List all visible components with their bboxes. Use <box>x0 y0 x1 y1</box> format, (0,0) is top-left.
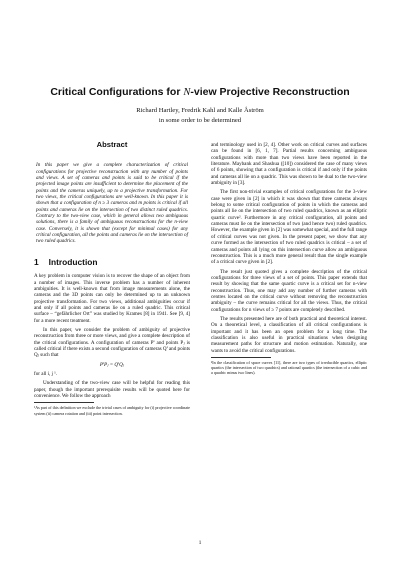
body-paragraph: Understanding of the two-view case will be helpful for reading this paper, though the important prerequisite results will be quoted here for convenience. We follow the approach <box>34 380 190 399</box>
body-paragraph: for all i, j ¹. <box>34 370 58 377</box>
author-names: Richard Hartley, Fredrik Kahl and Kalle Åström <box>136 107 264 114</box>
right-column <box>211 142 367 379</box>
body-paragraph: The results presented here are of both practical and theoretical interest. On a theoretical level, a classification of all critical configurations is important and it has been an open problem for a long time. The classification is also useful in practical situations when designing measurement paths for structure and motion estimation. Naturally, one wants to avoid the critical configurations. <box>211 315 367 354</box>
abstract-heading: Abstract <box>96 140 128 149</box>
equation: PⁱPⱼ = QⁱQⱼ <box>99 361 125 368</box>
section-number: 1 <box>34 256 39 267</box>
footnote: ²In the classification of space curves [11], there are two types of irreducible quartics, elliptic quartics (the intersection of two quadrics) and rational quartics (the intersection of a cubic and a quadric minus two lines). <box>211 360 367 376</box>
author-order-note: in some order to be determined <box>158 116 242 124</box>
body-paragraph: The first non-trivial examples of critical configurations for the 3-view case were given in [2] in which it was shown that three cameras always belong to some critical configuration of points in which the cameras and points all lie on the intersection of two ruled quadrics, known as an elliptic quartic curve². Furthermore in any critical configuration, all points and cameras must lie on the intersection of two (and hence two) ruled quadrics. However, the example given in [2] was somewhat special, and the full range of critical curves was not given. In the present paper, we show that any curve formed as the intersection of two ruled quadrics is critical – a set of cameras and points all lying on this intersection curve allow an ambiguous reconstruction. This is a much more general result than the single example of a critical curve given in [2]. <box>211 189 367 266</box>
body-paragraph: and terminology used in [2, 4]. Other work on critical curves and surfaces can be found in [6, 1, 7]. Partial results concerning ambiguous configurations with more than two views have been reported in the literature. Maybank and Shashua ([10]) considered the case of many views of 6 points, showing that a configuration is critical if and only if the points and cameras all lie on a quadric. This was shown to be dual to the two-view ambiguity in [3]. <box>211 142 367 187</box>
abstract-text: In this paper we give a complete characterization of critical configurations for projective reconstruction with any number of points and views. A set of cameras and points is said to be critical if the projected image points are insufficient to determine the placement of the points and the cameras uniquely, up to a projective transformation. For two views, the critical configurations are well-known. In this paper it is shown that a configuration of n ≥ 3 cameras and m points is critical if all points and cameras lie on the intersection of two distinct ruled quadrics. Contrary to the two-view case, which in general allows two ambiguous solutions, there is a family of ambiguous reconstructions for the n-view case. Conversely, it is shown that (except for minimal cases) for any critical configuration, all the points and cameras lie on the intersection of two ruled quadrics. <box>36 162 188 245</box>
page-number: 1 <box>198 540 202 546</box>
body-paragraph: The result just quoted gives a complete description of the critical configurations for three views of a set of points. This paper extends that result by showing that the same quartic curve is a critical set for n-view reconstruction. Thus, one may add any number of further cameras with centres located on the critical curve without removing the reconstruction ambiguity – the curve remains critical for all the views. Thus, the critical configurations for n views of ≥ 7 points are completely described. <box>211 268 367 313</box>
body-paragraph: In this paper, we consider the problem of ambiguity of projective reconstruction from three or more views, and give a complete description of the critical configurations. A configuration of cameras Pⁱ and points Pⱼ is called critical if there exists a second configuration of cameras Qⁱ and points Qⱼ such that <box>34 326 190 359</box>
paper-title: Critical Configurations for N-view Projective Reconstruction <box>50 86 350 98</box>
footnote: ¹As part of this definition we exclude the trivial cases of ambiguity for (i) projective coordinate system (ii) camera rotation and (iii) point intersection. <box>34 405 190 416</box>
section-heading <box>34 256 190 267</box>
body-paragraph: A key problem in computer vision is to recover the shape of an object from a number of images. This inverse problem has a number of inherent ambiguities. It is well-known that from image measurements alone, the cameras and the 3D points can only be determined up to an unknown projective transformation. For two views, additional ambiguities occur if and only if all points and cameras lie on a ruled quadric. This critical surface – “gefährlicher Ort” was studied by Krames [8] in 1941. See [9, 4] for a more recent treatment. <box>34 273 190 324</box>
author-block <box>0 106 400 125</box>
left-column <box>34 142 190 419</box>
footnote-rule <box>211 357 271 358</box>
title-variable-n: N <box>183 87 191 98</box>
footnote-rule <box>34 402 94 403</box>
section-title: Introduction <box>48 256 98 267</box>
